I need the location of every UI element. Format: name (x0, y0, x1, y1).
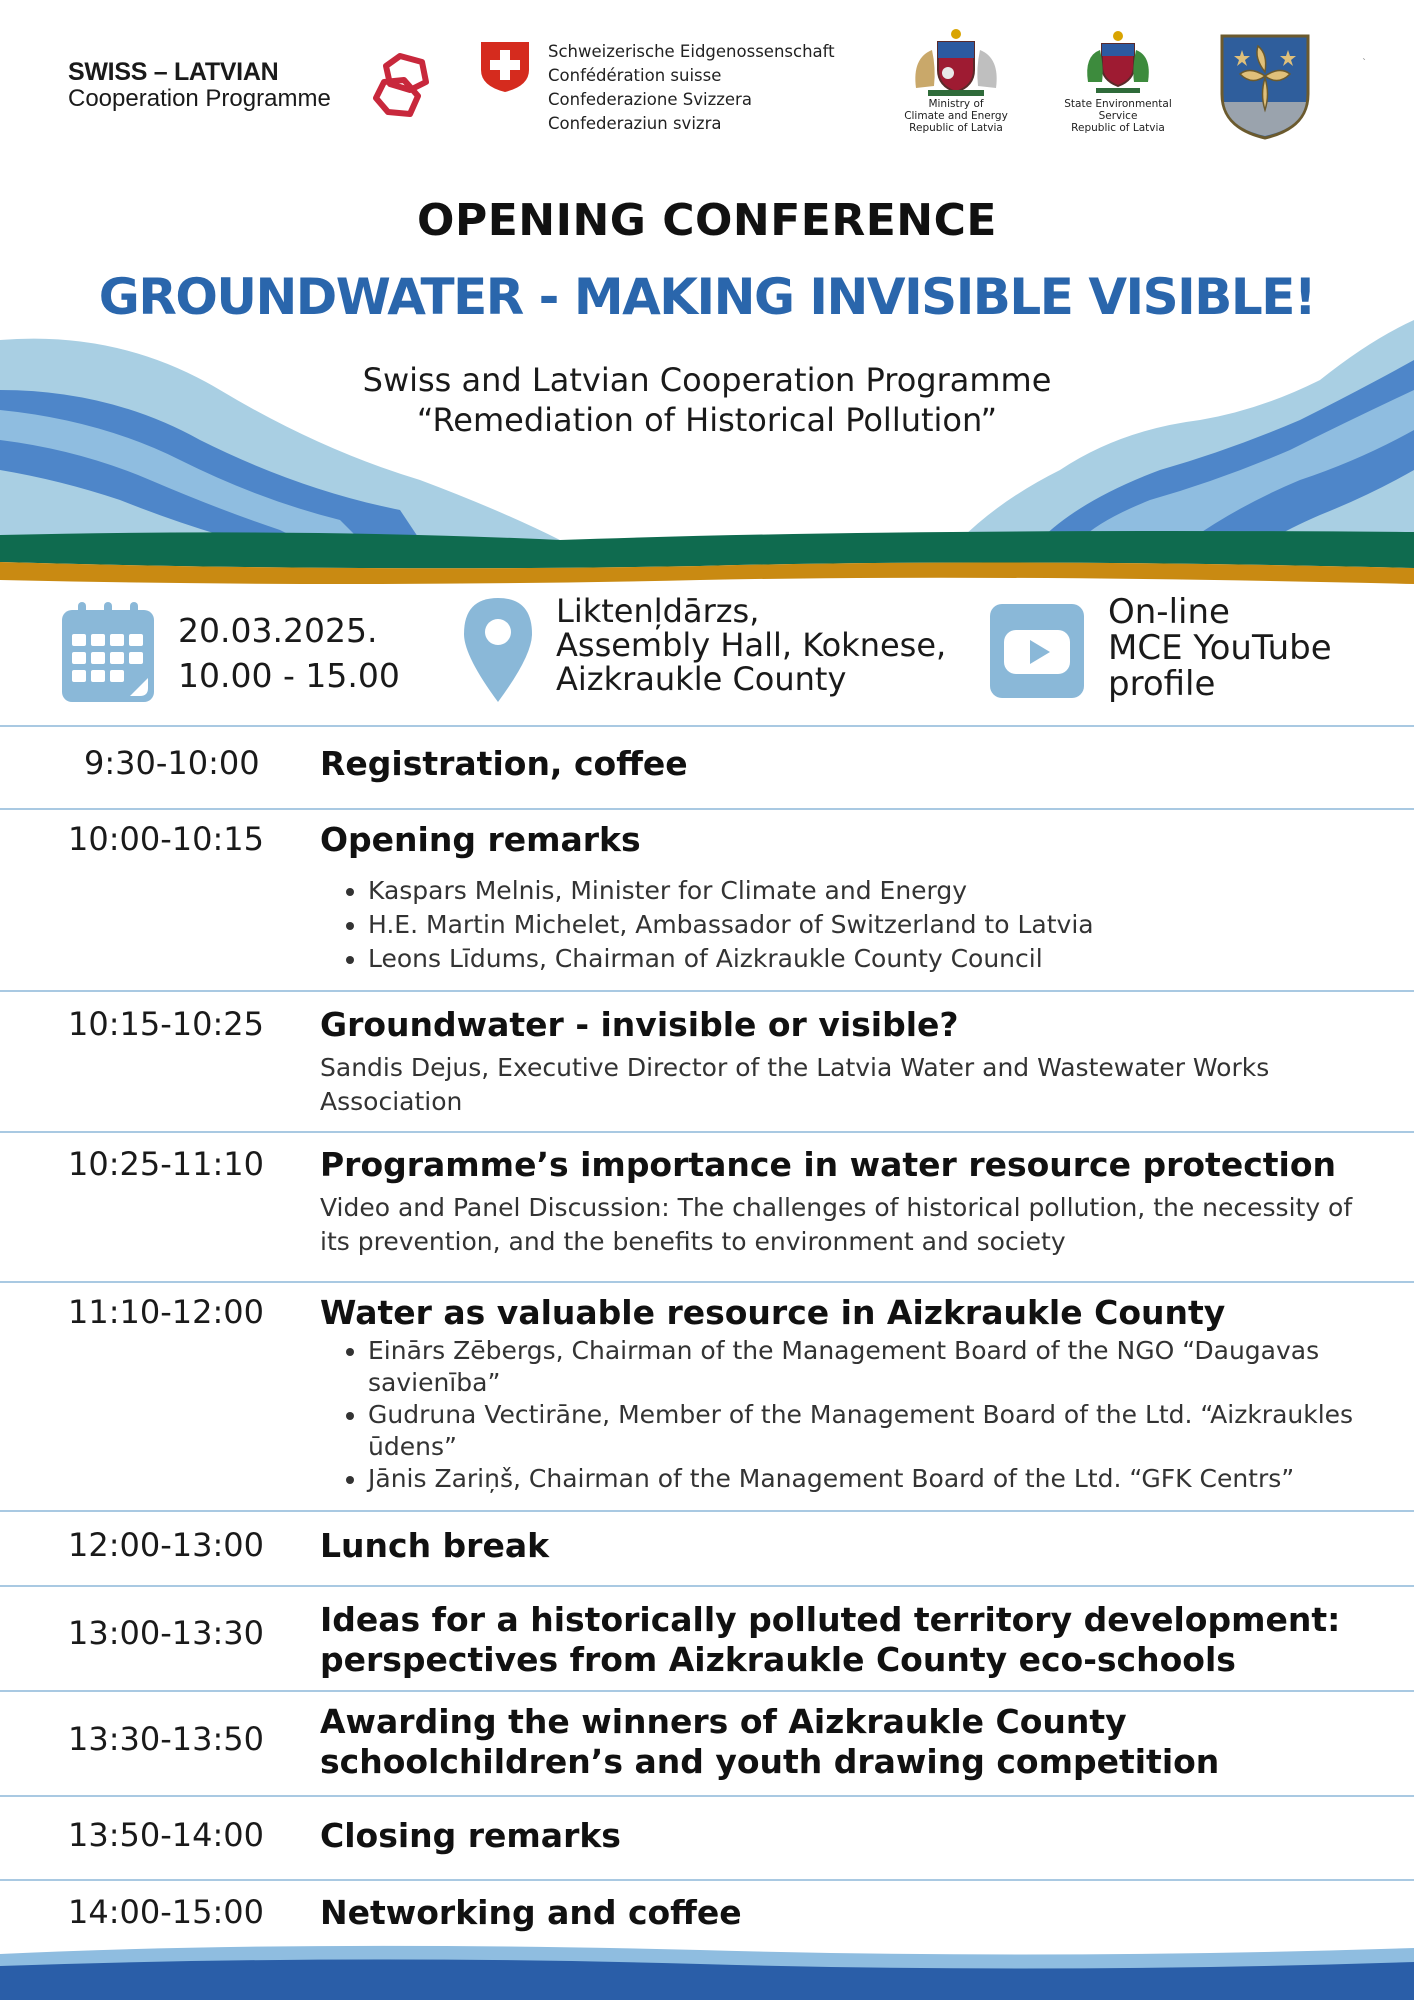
agenda-description: Video and Panel Discussion: The challenges of historical pollution, the necessity of its prevention, and the benefits to environment and society (320, 1193, 1353, 1256)
programme-brand-title: SWISS – LATVIAN (68, 58, 279, 86)
agenda-title: Registration, coffee (320, 744, 688, 783)
footer-wave-decoration (0, 1940, 1414, 2000)
agenda-session (320, 1893, 1380, 1933)
speaker-item: • Einārs Zēbergs, Chairman of the Management Board of the NGO “Daugavas savienība” (368, 1335, 1380, 1399)
agenda-session (320, 1005, 1380, 1119)
agenda-title: Groundwater - invisible or visible? (320, 1005, 959, 1044)
speaker-item: • Jānis Zariņš, Chairman of the Management Board of the Ltd. “GFK Centrs” (368, 1463, 1380, 1495)
ministry-caption-line: Republic of Latvia (909, 122, 1003, 134)
agenda-title: Closing remarks (320, 1816, 621, 1855)
agenda-session (320, 1702, 1380, 1782)
agenda-divider (0, 1585, 1414, 1587)
confed-line: Confederaziun svizra (548, 114, 722, 133)
agenda-session (320, 1600, 1380, 1680)
calendar-icon (60, 600, 156, 704)
conference-headline: GROUNDWATER - MAKING INVISIBLE VISIBLE! (98, 268, 1316, 326)
agenda-divider (0, 1690, 1414, 1692)
agenda-divider (0, 990, 1414, 992)
agenda-divider (0, 808, 1414, 810)
agenda-session (320, 1526, 1380, 1566)
online-line: MCE YouTube (1108, 628, 1332, 668)
speaker-item: • Leons Līdums, Chairman of Aizkraukle County Council (368, 942, 1380, 976)
agenda-session (320, 744, 1380, 784)
agenda-time: 10:25-11:10 (68, 1145, 264, 1183)
agenda-divider (0, 1131, 1414, 1133)
online-streaming-info (1108, 594, 1332, 702)
speaker-list (320, 1335, 1380, 1495)
agenda-session (320, 1293, 1380, 1495)
agenda-title: Ideas for a historically polluted territory development: perspectives from Aizkraukle County eco-schools (320, 1600, 1341, 1679)
programme-logo-icon (370, 52, 436, 118)
venue-line: Liktenļdārzs, (556, 592, 760, 630)
event-date: 20.03.2025. (178, 611, 378, 650)
agenda-title: Awarding the winners of Aizkraukle County schoolchildren’s and youth drawing competition (320, 1702, 1220, 1781)
aizkraukle-county-crest-icon (1218, 32, 1312, 140)
ministry-caption-line: Ministry of (928, 98, 984, 110)
agenda-time: 13:30-13:50 (68, 1720, 264, 1758)
agenda-session (320, 820, 1380, 976)
agenda-title: Water as valuable resource in Aizkraukle County (320, 1293, 1226, 1332)
landscape-waves-illustration (0, 300, 1414, 590)
event-time: 10.00 - 15.00 (178, 656, 400, 695)
agenda-divider (0, 1281, 1414, 1283)
swiss-flag-icon (479, 40, 531, 94)
service-caption-line: State Environmental (1064, 98, 1172, 110)
speaker-list (320, 874, 1380, 976)
decorative-tick: ` (1362, 58, 1367, 69)
agenda-divider (0, 1510, 1414, 1512)
online-line: On-line (1108, 592, 1230, 632)
ministry-caption (895, 98, 1017, 134)
programme-brand-subtitle: Cooperation Programme (68, 85, 331, 112)
agenda-time: 13:50-14:00 (68, 1816, 264, 1854)
agenda-divider (0, 1795, 1414, 1797)
confed-line: Confédération suisse (548, 66, 722, 85)
agenda-session (320, 1816, 1380, 1856)
agenda-time: 9:30-10:00 (84, 744, 260, 782)
swiss-confederation-text (548, 40, 835, 136)
service-caption-line: Republic of Latvia (1071, 122, 1165, 134)
service-caption (1060, 98, 1176, 134)
state-environmental-service-emblem-icon (1082, 30, 1154, 96)
venue-line: Assembly Hall, Koknese, (556, 626, 947, 664)
agenda-divider (0, 1879, 1414, 1881)
agenda-session (320, 1145, 1380, 1259)
agenda-time: 10:00-10:15 (68, 820, 264, 858)
speaker-item: • Kaspars Melnis, Minister for Climate and Energy (368, 874, 1380, 908)
youtube-play-icon (988, 602, 1086, 700)
event-date-time (178, 608, 400, 698)
agenda-time: 11:10-12:00 (68, 1293, 264, 1331)
event-venue (556, 594, 946, 696)
confed-line: Schweizerische Eidgenossenschaft (548, 42, 835, 61)
agenda-title: Programme’s importance in water resource protection (320, 1145, 1337, 1184)
agenda-title: Opening remarks (320, 820, 641, 859)
agenda-title: Networking and coffee (320, 1893, 742, 1932)
programme-subtitle-line: “Remediation of Historical Pollution” (416, 401, 998, 439)
programme-brand (68, 58, 331, 112)
agenda-time: 10:15-10:25 (68, 1005, 264, 1043)
event-type-title: OPENING CONFERENCE (417, 195, 997, 246)
ministry-caption-line: Climate and Energy (904, 110, 1008, 122)
programme-subtitle-line: Swiss and Latvian Cooperation Programme (362, 361, 1052, 399)
speaker-item: • H.E. Martin Michelet, Ambassador of Switzerland to Latvia (368, 908, 1380, 942)
agenda-time: 13:00-13:30 (68, 1614, 264, 1652)
online-line: profile (1108, 664, 1216, 704)
agenda-title: Lunch break (320, 1526, 550, 1565)
venue-line: Aizkraukle County (556, 660, 847, 698)
confed-line: Confederazione Svizzera (548, 90, 752, 109)
agenda-description: Sandis Dejus, Executive Director of the Latvia Water and Wastewater Works Association (320, 1053, 1270, 1116)
agenda-time: 14:00-15:00 (68, 1893, 264, 1931)
service-caption-line: Service (1098, 110, 1138, 122)
speaker-item: • Gudruna Vectirāne, Member of the Management Board of the Ltd. “Aizkraukles ūdens” (368, 1399, 1380, 1463)
latvia-coat-of-arms-icon (908, 28, 1004, 100)
agenda-divider (0, 725, 1414, 727)
location-pin-icon (462, 596, 534, 704)
programme-subtitle (0, 360, 1414, 440)
agenda-time: 12:00-13:00 (68, 1526, 264, 1564)
